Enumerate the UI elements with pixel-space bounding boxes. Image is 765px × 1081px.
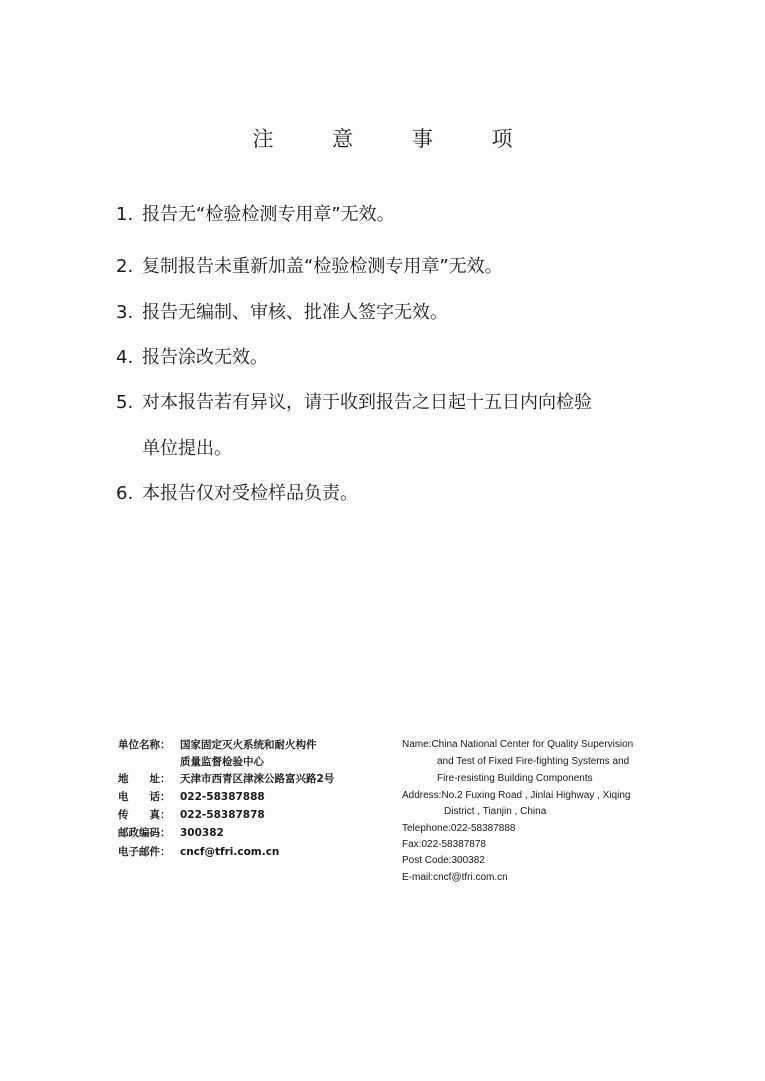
cn-phone-label: 电 话： (118, 791, 171, 803)
cn-email-row (118, 844, 279, 860)
note-text: 对本报告若有异议，请于收到报告之日起十五日内向检验 (142, 392, 592, 413)
note-number: 2. (116, 256, 134, 277)
cn-fax-row (118, 807, 265, 823)
note-item-1 (116, 202, 395, 228)
cn-name-row (118, 737, 317, 753)
en-name-line-1: Name:China National Center for Quality Supervision (402, 739, 634, 750)
cn-name-continuation: 质量监督检验中心 (180, 756, 264, 768)
note-text: 报告无编制、审核、批准人签字无效。 (142, 302, 448, 323)
cn-email-value: cncf@tfri.com.cn (180, 846, 280, 858)
en-postcode: Post Code:300382 (402, 855, 485, 866)
cn-name-label: 单位名称： (118, 739, 171, 751)
cn-name-value: 国家固定灭火系统和耐火构件 (180, 739, 317, 751)
note-item-3 (116, 300, 448, 326)
en-address-line-2: District , Tianjin , China (444, 806, 547, 817)
note-number: 5. (116, 392, 134, 413)
cn-address-value: 天津市西青区津淶公路富兴路2号 (180, 773, 335, 785)
page-title: 注 意 事 项 (252, 127, 539, 151)
en-fax: Fax:022-58387878 (402, 839, 486, 850)
note-number: 4. (116, 347, 134, 368)
note-item-4 (116, 345, 268, 371)
en-name-line-2: and Test of Fixed Fire-fighting Systems and (437, 756, 630, 767)
note-item-5 (116, 390, 592, 416)
note-number: 6. (116, 483, 134, 504)
cn-postcode-value: 300382 (180, 827, 224, 839)
en-address-line-1: Address:No.2 Fuxing Road , Jinlai Highway , Xiqing (402, 790, 631, 801)
note-text: 本报告仅对受检样品负责。 (142, 483, 358, 504)
cn-address-label: 地 址： (118, 773, 171, 785)
note-number: 1. (116, 204, 134, 225)
note-item-2 (116, 254, 503, 280)
note-text: 报告无“检验检测专用章”无效。 (142, 204, 395, 225)
en-phone: Telephone:022-58387888 (402, 823, 516, 834)
cn-email-label: 电子邮件： (118, 846, 171, 858)
cn-phone-value: 022-58387888 (180, 791, 265, 803)
cn-postcode-label: 邮政编码： (118, 827, 171, 839)
cn-fax-value: 022-58387878 (180, 809, 265, 821)
note-number: 3. (116, 302, 134, 323)
note-text: 报告涂改无效。 (142, 347, 268, 368)
en-email: E-mail:cncf@tfri.com.cn (402, 872, 508, 883)
note-text: 复制报告未重新加盖“检验检测专用章”无效。 (142, 256, 503, 277)
note-item-5-continuation: 单位提出。 (142, 438, 232, 459)
en-name-line-3: Fire-resisting Building Components (437, 773, 593, 784)
cn-postcode-row (118, 825, 224, 841)
cn-address-row (118, 771, 334, 787)
note-item-6 (116, 481, 358, 507)
cn-fax-label: 传 真： (118, 809, 171, 821)
cn-phone-row (118, 789, 265, 805)
